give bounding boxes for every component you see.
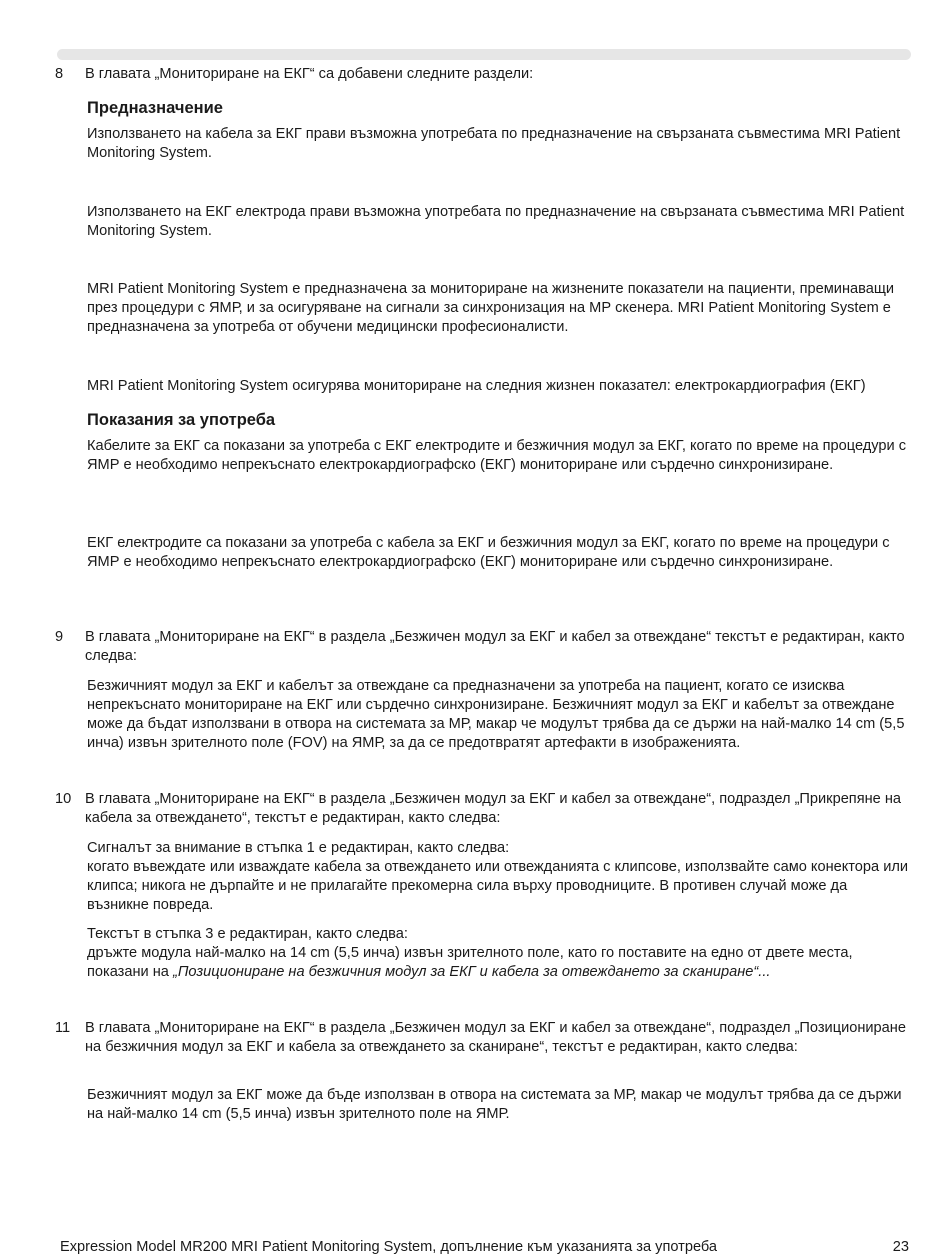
paragraph-intro: Сигналът за внимание в стъпка 1 е редактиран, както следва: xyxy=(87,840,510,856)
item-text: В главата „Мониториране на ЕКГ“ в раздела „Безжичен модул за ЕКГ и кабел за отвеждане“, подраздел „Прикрепяне на кабела за отвеждането“, текстът е редактиран, както следва: xyxy=(85,791,902,826)
section-heading-indications: Показания за употреба xyxy=(87,411,276,429)
paragraph-body xyxy=(87,944,913,982)
paragraph: Кабелите за ЕКГ са показани за употреба с ЕКГ електродите и безжичния модул за ЕКГ, когато по време на процедури с ЯМР е необходимо непрекъснато електрокардиографско (ЕКГ) мониториране или сърдечно синхронизиране. xyxy=(87,438,907,473)
paragraph xyxy=(87,925,913,982)
section-heading-intended-use: Предназначение xyxy=(87,99,223,117)
header-bar xyxy=(57,49,911,60)
item-number: 8 xyxy=(55,66,64,82)
item-text: В главата „Мониториране на ЕКГ“ са добавени следните раздели: xyxy=(85,66,534,82)
paragraph: Безжичният модул за ЕКГ и кабелът за отвеждане са предназначени за употреба на пациент, когато се изисква непрекъснато мониториране на ЕКГ или сърдечно синхронизиране. Безжичният модул за ЕКГ и кабелът за отвеждане може да бъдат използвани в отвора на системата за МР, макар че модулът трябва да се държи на най-малко 14 cm (5,5 инча) извън зрителното поле (FOV) на ЯМР, за да се предотвратят артефакти в изображенията. xyxy=(87,678,905,751)
paragraph: Използването на ЕКГ електрода прави възможна употребата по предназначение на свързаната съвместима MRI Patient Monitoring System. xyxy=(87,204,905,239)
item-text: В главата „Мониториране на ЕКГ“ в раздела „Безжичен модул за ЕКГ и кабел за отвеждане“ текстът е редактиран, както следва: xyxy=(85,629,905,664)
item-number: 9 xyxy=(55,629,64,645)
paragraph: Използването на кабела за ЕКГ прави възможна употребата по предназначение на свързаната съвместима MRI Patient Monitoring System. xyxy=(87,126,901,161)
paragraph: MRI Patient Monitoring System е предназначена за мониториране на жизнените показатели на пациенти, преминаващи през процедури с ЯМР, и за осигуряване на сигнали за синхронизация на МР скенера. MRI Patient Monitoring System е предназначена за употреба от обучени медицински професионалисти. xyxy=(87,281,894,335)
item-number: 11 xyxy=(55,1020,71,1036)
list-item-10 xyxy=(55,790,915,828)
list-item-8 xyxy=(55,65,915,84)
body-text: дръжте модула най-малко на 14 cm (5,5 инча) извън зрителното поле, като го поставите на едно от двете места, показани на xyxy=(87,945,853,980)
item-number: 10 xyxy=(55,791,72,807)
paragraph-intro: Текстът в стъпка 3 е редактиран, както следва: xyxy=(87,926,408,942)
cross-reference: „Позициониране на безжичния модул за ЕКГ и кабела за отвеждането за сканиране“... xyxy=(172,964,771,980)
paragraph-body: когато въвеждате или изваждате кабела за отвеждането или отвежданията с клипсове, използвайте само конектора или клипса; никога не дърпайте и не прилагайте прекомерна сила върху проводниците. В противен случай може да възникне повреда. xyxy=(87,859,909,913)
paragraph: ЕКГ електродите са показани за употреба с кабела за ЕКГ и безжичния модул за ЕКГ, когато по време на процедури с ЯМР е необходимо непрекъснато електрокардиографско (ЕКГ) мониториране или сърдечно синхронизиране. xyxy=(87,535,890,570)
paragraph: MRI Patient Monitoring System осигурява мониториране на следния жизнен показател: електрокардиография (ЕКГ) xyxy=(87,378,866,394)
page-number: 23 xyxy=(892,1239,909,1255)
footer-title: Expression Model MR200 MRI Patient Monitoring System, допълнение към указанията за употреба xyxy=(60,1239,718,1255)
list-item-9 xyxy=(55,628,915,666)
paragraph: Безжичният модул за ЕКГ може да бъде използван в отвора на системата за МР, макар че модулът трябва да се държи на най-малко 14 cm (5,5 инча) извън зрителното поле на ЯМР. xyxy=(87,1087,902,1122)
paragraph xyxy=(87,839,913,915)
item-text: В главата „Мониториране на ЕКГ“ в раздела „Безжичен модул за ЕКГ и кабел за отвеждане“, подраздел „Позициониране на безжичния модул за ЕКГ и кабела за отвеждането за сканиране“, текстът е редактиран, както следва: xyxy=(85,1020,906,1055)
list-item-11 xyxy=(55,1019,915,1057)
